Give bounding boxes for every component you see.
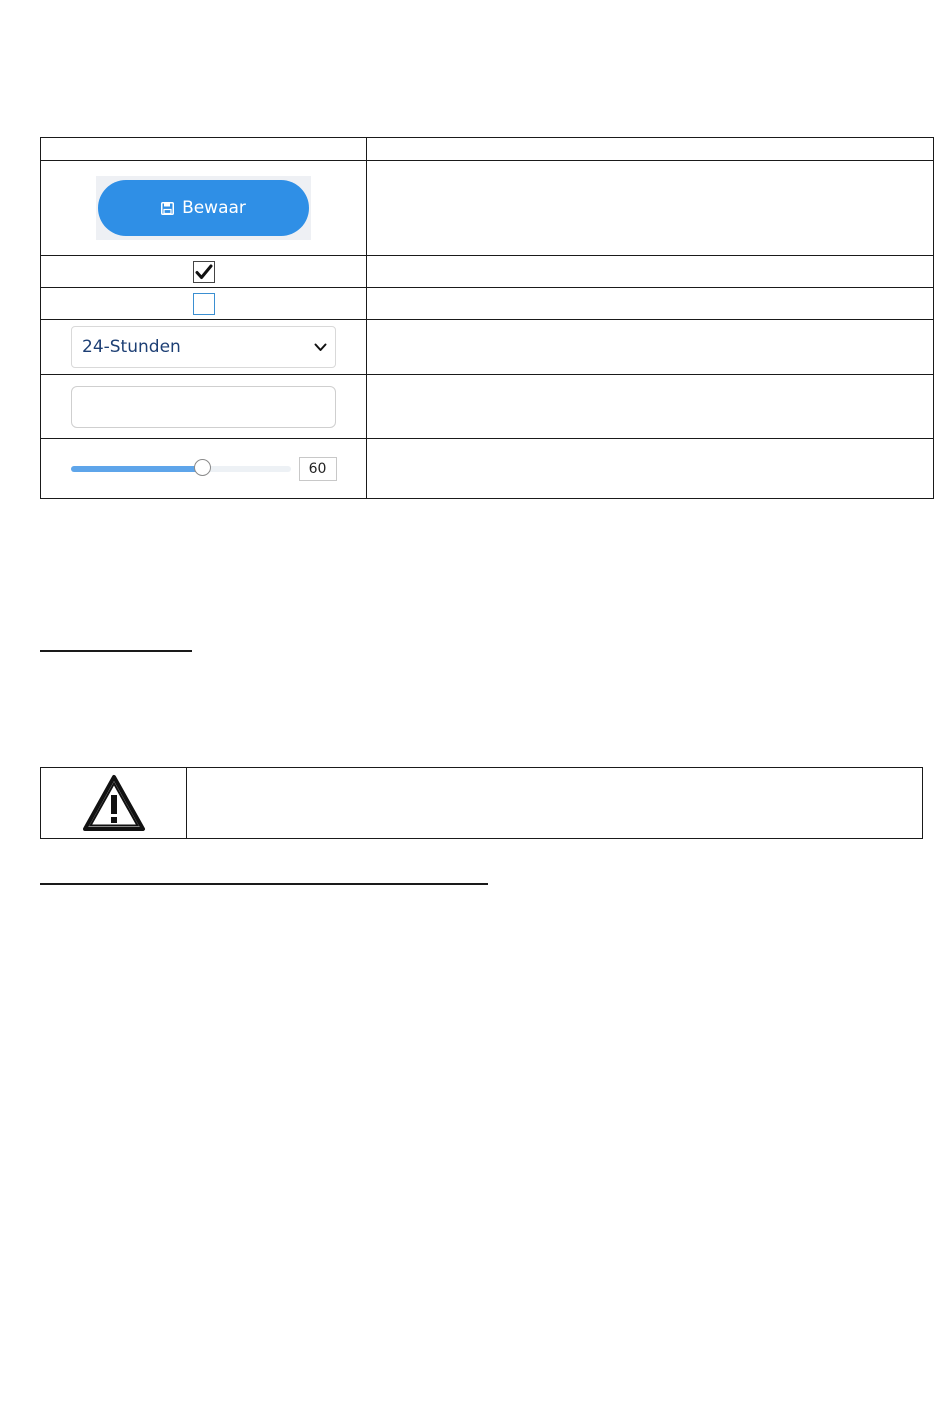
check-icon [195, 264, 213, 280]
sample-cell [41, 320, 367, 375]
sample-cell [41, 439, 367, 499]
warning-text-cell [187, 768, 923, 839]
sample-cell [41, 161, 367, 256]
warning-triangle-icon [81, 773, 147, 833]
description-cell [367, 439, 934, 499]
sample-cell [41, 288, 367, 320]
save-button-label: Bewaar [182, 198, 246, 218]
select-value: 24-Stunden [82, 337, 181, 357]
description-cell [367, 320, 934, 375]
description-cell [367, 288, 934, 320]
time-format-select[interactable] [71, 326, 336, 368]
table-row [41, 161, 934, 256]
slider-thumb[interactable] [194, 459, 211, 476]
slider-value-box[interactable]: 60 [299, 457, 337, 481]
chevron-down-icon [314, 343, 327, 352]
slider-control [71, 457, 337, 481]
checkbox-unchecked[interactable] [193, 293, 215, 315]
description-cell [367, 161, 934, 256]
header-cell-element [41, 138, 367, 161]
button-screenshot-frame [96, 176, 311, 240]
table-row [41, 256, 934, 288]
sample-cell [41, 256, 367, 288]
sample-cell [41, 375, 367, 439]
section-heading-underline [40, 650, 192, 652]
table-row [41, 375, 934, 439]
warning-box [40, 767, 923, 839]
slider-fill [71, 466, 203, 472]
table-row [41, 439, 934, 499]
floppy-disk-icon [161, 202, 174, 215]
table-row [41, 288, 934, 320]
checkbox-checked[interactable] [193, 261, 215, 283]
header-cell-description [367, 138, 934, 161]
description-cell [367, 375, 934, 439]
warning-icon-cell [41, 768, 187, 839]
description-cell [367, 256, 934, 288]
table-row [41, 320, 934, 375]
table-header-row [41, 138, 934, 161]
text-input[interactable] [71, 386, 336, 428]
section-heading-underline [40, 883, 488, 885]
ui-elements-table [40, 137, 934, 499]
save-button[interactable] [98, 180, 309, 236]
slider-track[interactable] [71, 466, 291, 472]
